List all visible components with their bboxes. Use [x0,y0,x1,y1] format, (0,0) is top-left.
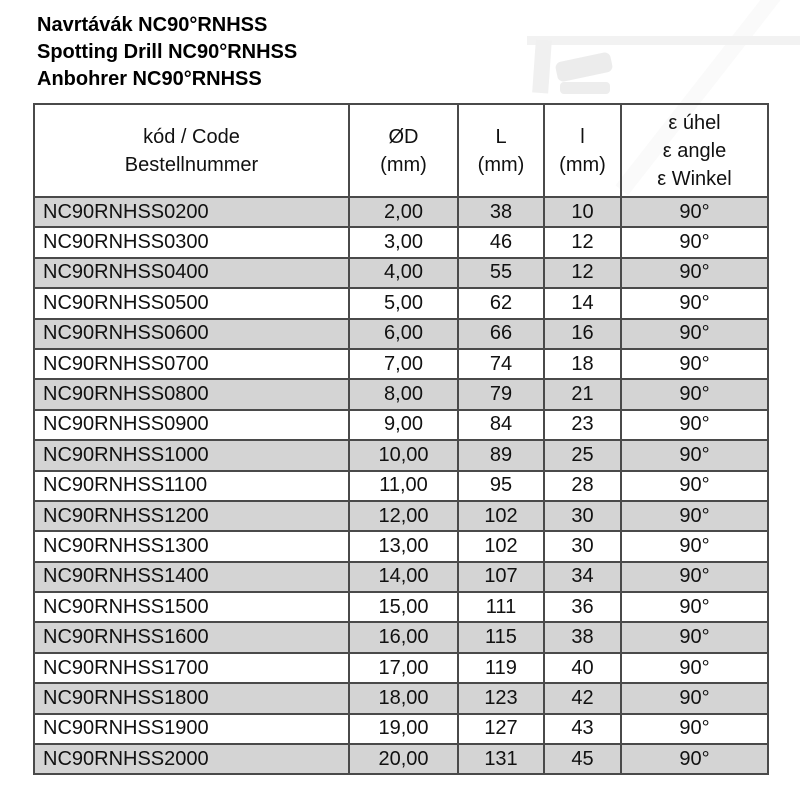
cell-value: 90° [621,683,768,713]
cell-value: 10 [544,197,621,227]
table-row [34,653,768,683]
column-header-line: Bestellnummer [124,153,259,176]
cell-code: NC90RNHSS0700 [34,349,349,379]
cell-value: 90° [621,562,768,592]
cell-value: 90° [621,440,768,470]
cell-code: NC90RNHSS1600 [34,622,349,652]
cell-value: 12,00 [349,501,458,531]
product-title-line-de: Anbohrer NC90°RNHSS [37,68,262,90]
cell-code: NC90RNHSS1700 [34,653,349,683]
cell-value: 36 [544,592,621,622]
cell-code: NC90RNHSS1100 [34,471,349,501]
column-header-line: L [495,125,507,148]
column-header-line: ØD [388,125,419,148]
cell-value: 90° [621,410,768,440]
cell-value: 25 [544,440,621,470]
product-title-line-cs: Navrtávák NC90°RNHSS [37,14,268,36]
cell-value: 20,00 [349,744,458,774]
table-row [34,592,768,622]
cell-value: 90° [621,197,768,227]
cell-code: NC90RNHSS1500 [34,592,349,622]
cell-value: 127 [458,714,544,744]
column-header-code [34,104,349,197]
watermark-logo-fragment [532,40,552,94]
cell-value: 55 [458,258,544,288]
column-header-length-L [458,104,544,197]
cell-value: 102 [458,501,544,531]
cell-code: NC90RNHSS0200 [34,197,349,227]
cell-value: 40 [544,653,621,683]
table-row [34,501,768,531]
cell-value: 90° [621,349,768,379]
cell-value: 90° [621,622,768,652]
cell-code: NC90RNHSS2000 [34,744,349,774]
cell-value: 90° [621,319,768,349]
cell-value: 11,00 [349,471,458,501]
cell-value: 18 [544,349,621,379]
product-title [37,12,297,93]
column-header-line: (mm) [380,153,427,176]
cell-value: 23 [544,410,621,440]
table-row [34,471,768,501]
cell-code: NC90RNHSS0900 [34,410,349,440]
cell-value: 79 [458,379,544,409]
cell-value: 42 [544,683,621,713]
cell-value: 107 [458,562,544,592]
cell-value: 90° [621,258,768,288]
header-row [34,104,768,197]
spec-table [33,103,769,775]
cell-value: 89 [458,440,544,470]
cell-value: 90° [621,744,768,774]
column-header-angle [621,104,768,197]
cell-value: 18,00 [349,683,458,713]
cell-value: 30 [544,501,621,531]
cell-value: 10,00 [349,440,458,470]
cell-code: NC90RNHSS1800 [34,683,349,713]
cell-value: 90° [621,653,768,683]
cell-code: NC90RNHSS1400 [34,562,349,592]
table-row [34,440,768,470]
cell-value: 90° [621,471,768,501]
spec-table-head [34,104,768,197]
cell-value: 102 [458,531,544,561]
column-header-line: (mm) [477,153,525,176]
column-header-line: ε Winkel [657,167,732,190]
cell-value: 13,00 [349,531,458,561]
cell-value: 95 [458,471,544,501]
cell-value: 28 [544,471,621,501]
cell-value: 62 [458,288,544,318]
cell-value: 34 [544,562,621,592]
product-title-line-en: Spotting Drill NC90°RNHSS [37,41,298,63]
column-header-line: (mm) [559,153,606,176]
cell-value: 21 [544,379,621,409]
cell-value: 3,00 [349,227,458,257]
watermark-logo-fragment [527,36,800,45]
cell-value: 90° [621,714,768,744]
cell-value: 5,00 [349,288,458,318]
cell-code: NC90RNHSS0600 [34,319,349,349]
table-row [34,349,768,379]
cell-value: 30 [544,531,621,561]
cell-value: 45 [544,744,621,774]
table-row [34,288,768,318]
cell-value: 17,00 [349,653,458,683]
cell-value: 12 [544,227,621,257]
cell-value: 74 [458,349,544,379]
cell-value: 7,00 [349,349,458,379]
cell-value: 38 [458,197,544,227]
table-row [34,319,768,349]
table-row [34,744,768,774]
cell-value: 16 [544,319,621,349]
cell-value: 90° [621,379,768,409]
cell-code: NC90RNHSS0500 [34,288,349,318]
cell-value: 15,00 [349,592,458,622]
cell-value: 84 [458,410,544,440]
cell-code: NC90RNHSS1200 [34,501,349,531]
cell-value: 46 [458,227,544,257]
cell-value: 9,00 [349,410,458,440]
table-row [34,197,768,227]
cell-value: 90° [621,531,768,561]
column-header-line: kód / Code [143,125,240,148]
table-row [34,562,768,592]
table-row [34,622,768,652]
cell-value: 111 [458,592,544,622]
cell-value: 115 [458,622,544,652]
cell-value: 90° [621,227,768,257]
cell-code: NC90RNHSS0300 [34,227,349,257]
cell-value: 16,00 [349,622,458,652]
cell-value: 131 [458,744,544,774]
cell-code: NC90RNHSS0400 [34,258,349,288]
table-row [34,410,768,440]
table-row [34,714,768,744]
watermark-logo-fragment [555,51,614,82]
cell-code: NC90RNHSS0800 [34,379,349,409]
column-header-line: l [580,125,585,148]
column-header-length-l [544,104,621,197]
cell-value: 19,00 [349,714,458,744]
table-row [34,258,768,288]
table-row [34,227,768,257]
spec-table-body [34,197,768,774]
cell-value: 123 [458,683,544,713]
watermark-logo-fragment [560,82,610,94]
cell-value: 12 [544,258,621,288]
column-header-line: ε úhel [668,111,721,134]
cell-value: 43 [544,714,621,744]
cell-value: 6,00 [349,319,458,349]
cell-value: 14 [544,288,621,318]
cell-value: 90° [621,501,768,531]
table-row [34,531,768,561]
table-row [34,683,768,713]
cell-value: 2,00 [349,197,458,227]
cell-value: 38 [544,622,621,652]
cell-value: 66 [458,319,544,349]
cell-value: 14,00 [349,562,458,592]
cell-code: NC90RNHSS1000 [34,440,349,470]
cell-value: 90° [621,288,768,318]
column-header-diameter [349,104,458,197]
table-row [34,379,768,409]
column-header-line: ε angle [662,139,727,162]
cell-code: NC90RNHSS1900 [34,714,349,744]
cell-value: 4,00 [349,258,458,288]
cell-value: 8,00 [349,379,458,409]
cell-value: 119 [458,653,544,683]
cell-value: 90° [621,592,768,622]
cell-code: NC90RNHSS1300 [34,531,349,561]
